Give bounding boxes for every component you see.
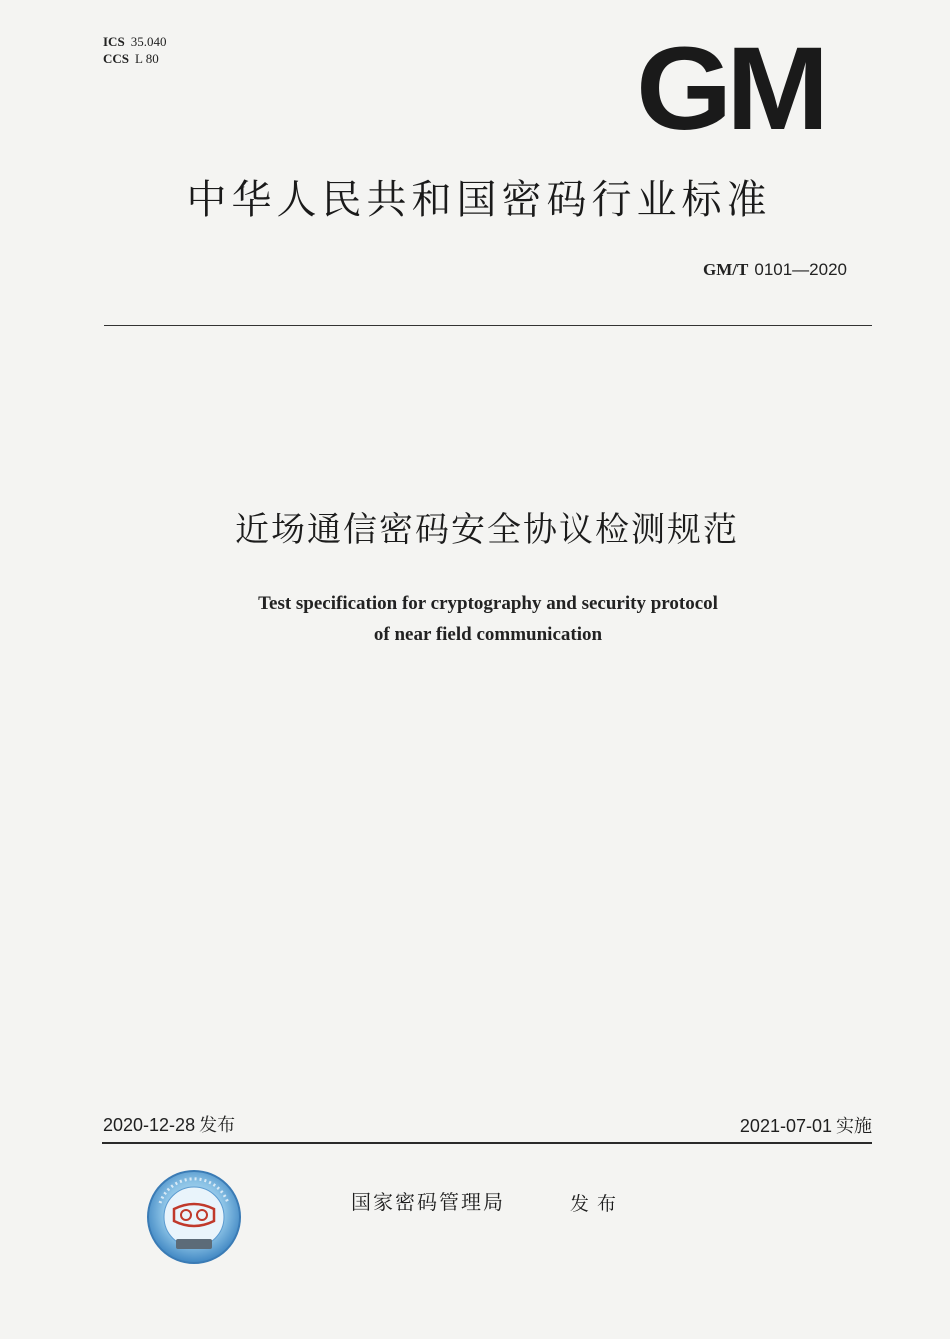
publish-label: 发布: [570, 1193, 625, 1215]
implementation-date-suffix: 实施: [836, 1116, 872, 1137]
classification-codes: [103, 33, 166, 67]
anti-counterfeit-seal: [146, 1169, 242, 1265]
standard-number-prefix: GM/T: [703, 260, 749, 279]
seal-icon: [146, 1169, 242, 1265]
footer-divider: [102, 1142, 872, 1144]
issue-date: [103, 1111, 235, 1137]
ics-line: [103, 33, 166, 50]
ics-code: ICS: [103, 34, 125, 49]
ics-value: 35.040: [130, 34, 167, 49]
implementation-date-value: 2021-07-01: [739, 1116, 832, 1136]
standard-number-value: 0101—2020: [754, 260, 847, 279]
document-title-english-line-2: of near field communication: [373, 624, 603, 645]
issue-date-value: 2020-12-28: [103, 1115, 196, 1135]
document-title-english-line-1: Test specification for cryptography and security protocol: [258, 593, 718, 614]
standard-category-title: 中华人民共和国密码行业标准: [186, 177, 772, 223]
standard-number: [703, 260, 847, 280]
gm-logo: GM: [636, 23, 823, 155]
implementation-date: [740, 1112, 872, 1138]
ccs-code: CCS: [103, 51, 130, 66]
ccs-line: [103, 50, 166, 67]
document-title-english: [0, 588, 950, 650]
header-divider: [104, 325, 872, 326]
ccs-value: L 80: [135, 51, 159, 66]
publisher-name: 国家密码管理局: [351, 1190, 505, 1214]
issue-date-suffix: 发布: [199, 1115, 236, 1136]
document-title-chinese: 近场通信密码安全协议检测规范: [235, 510, 739, 550]
